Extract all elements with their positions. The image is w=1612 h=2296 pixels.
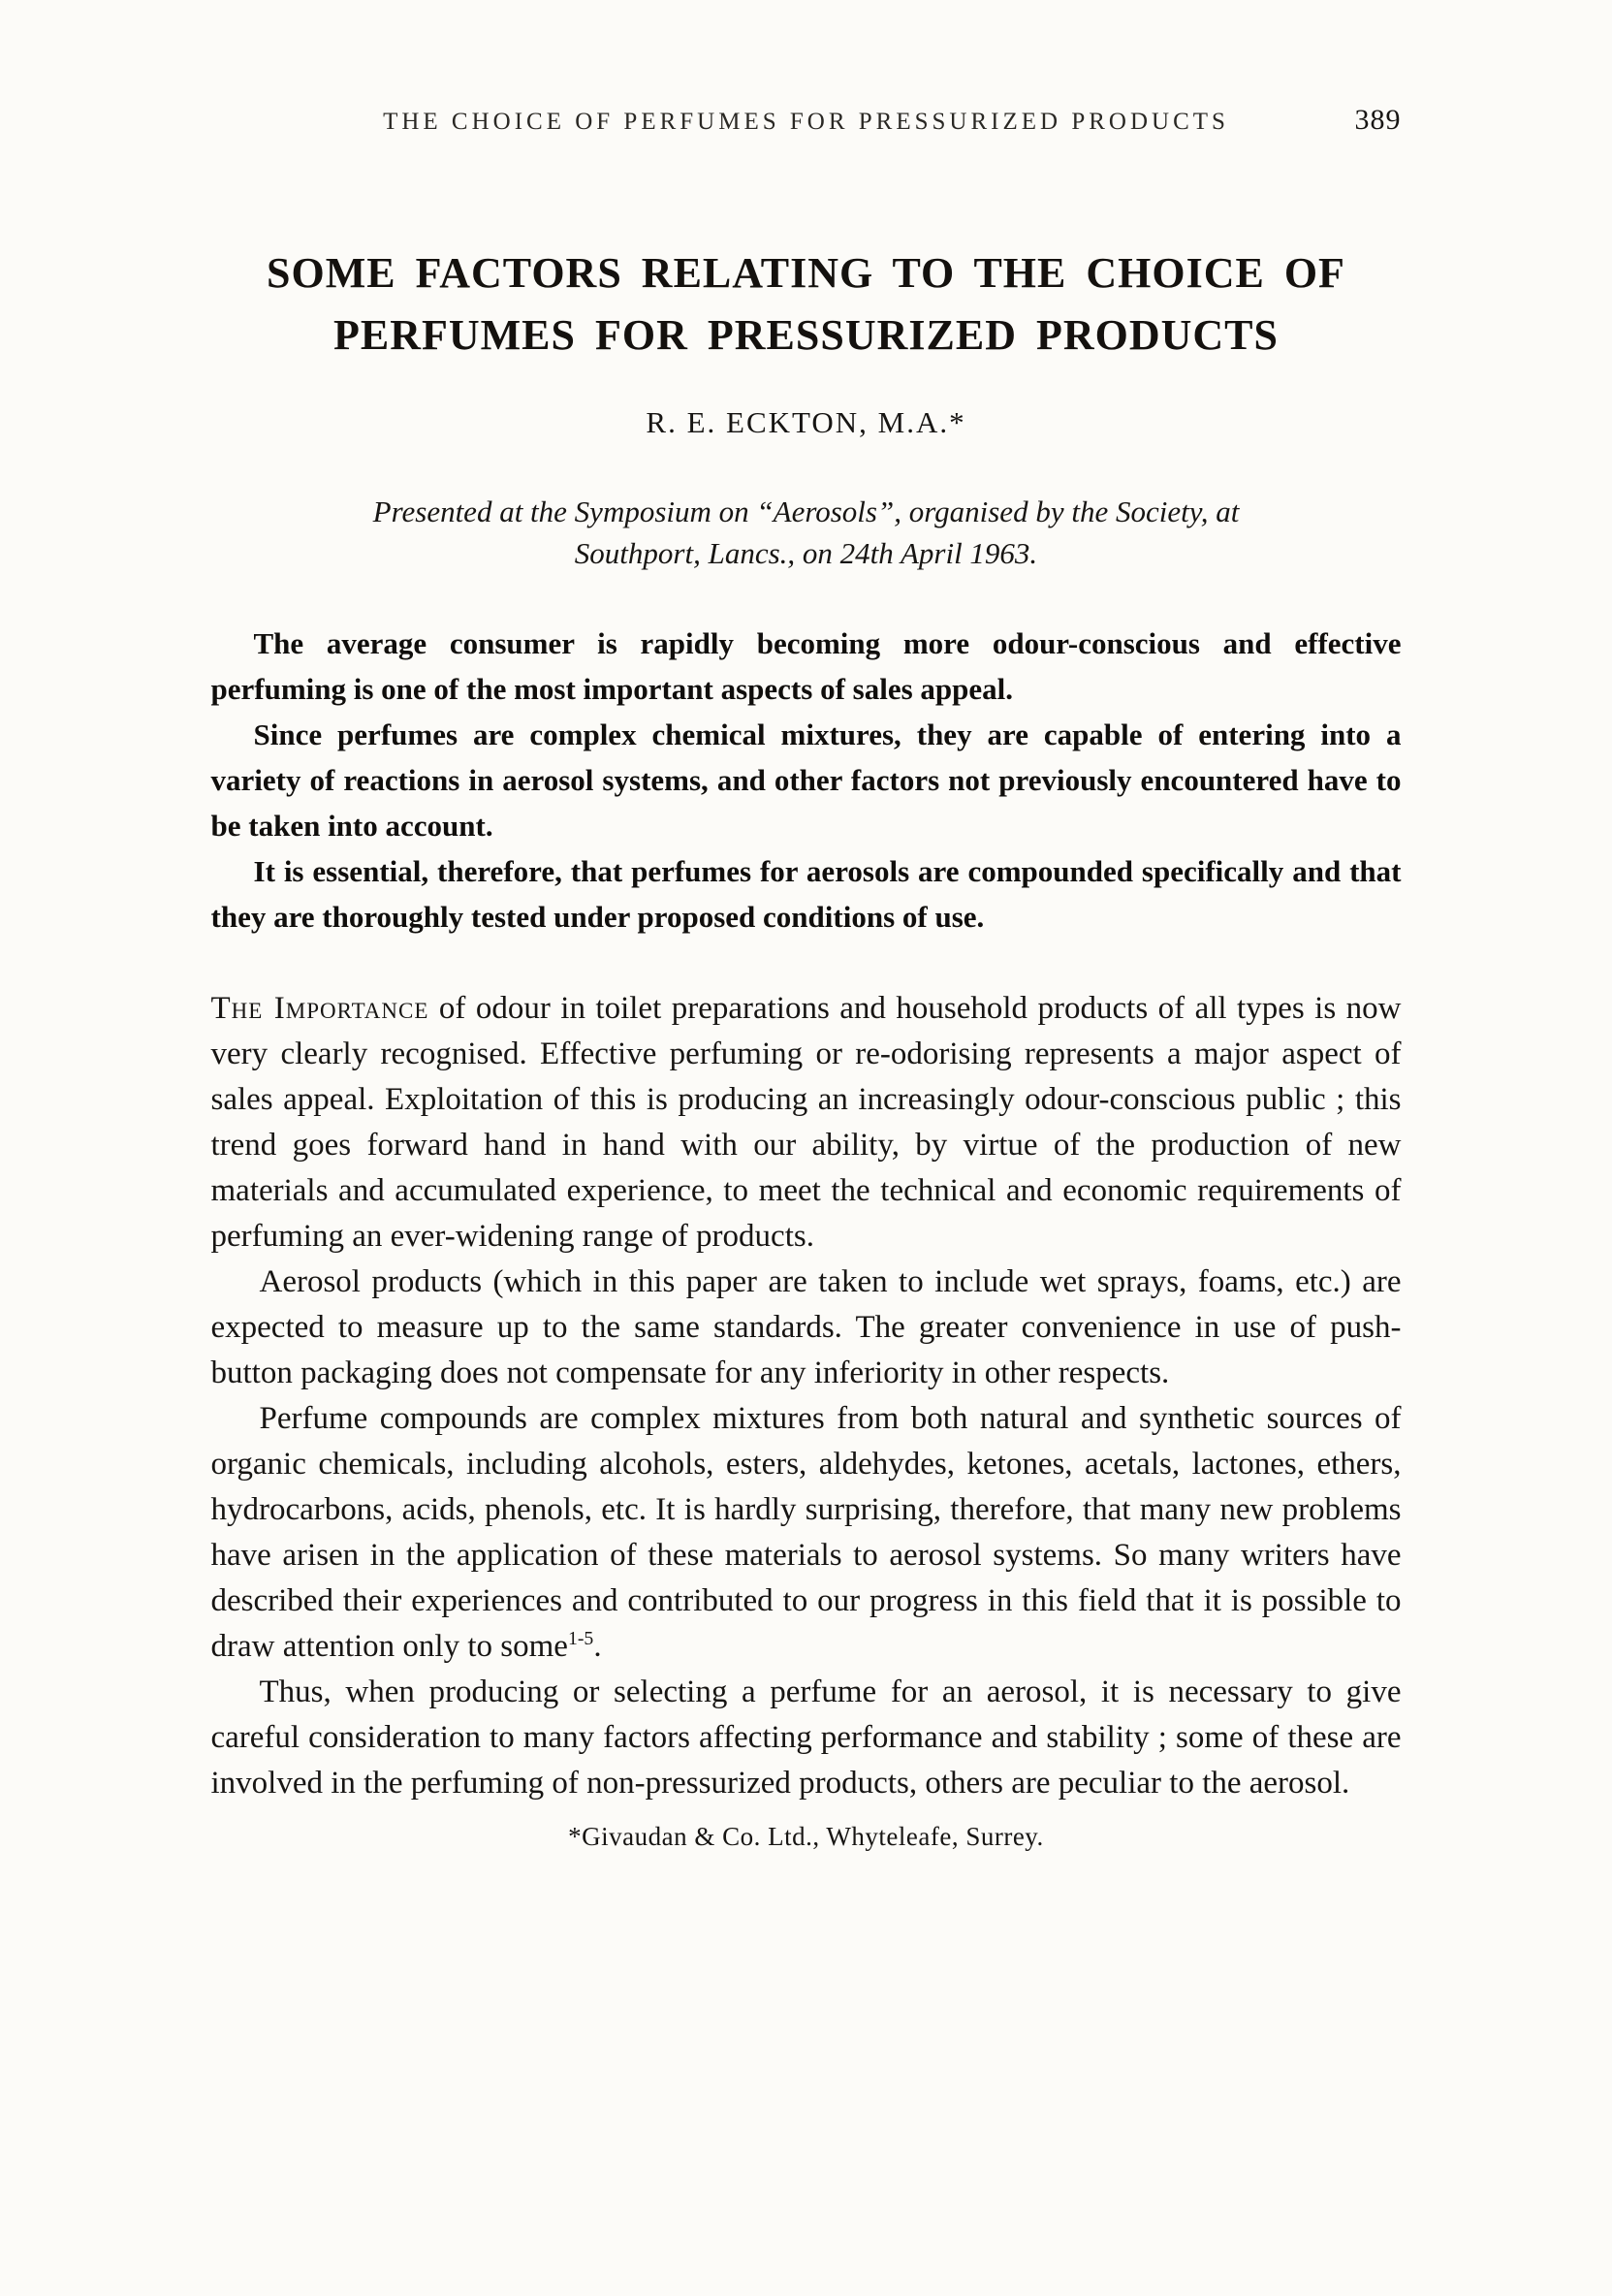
presentation-note: [211, 491, 1402, 574]
body-text-section: [211, 986, 1402, 1806]
abstract-paragraph: The average consumer is rapidly becoming more odour-conscious and effective perfuming is one of the most important aspects of sales appeal.: [210, 626, 1402, 706]
body-paragraph-text: Perfume compounds are complex mixtures from both natural and synthetic sources of organic chemicals, including alcohols, esters, aldehydes, ketones, acetals, lactones, ethers, hydrocarbons, acids, phenols, etc. It is hardly surprising, therefore, that many new problems have arisen in the application of these materials to aerosol systems. So many writers have described their experiences and contributed to our progress in this field that it is possible to draw attention only to some: [210, 1401, 1402, 1664]
citation-superscript: 1-5: [567, 1628, 594, 1649]
presentation-note-line1: Presented at the Symposium on “Aerosols”, organised by the Society, at: [372, 494, 1240, 528]
footnote: *Givaudan & Co. Ltd., Whyteleafe, Surrey.: [568, 1822, 1044, 1851]
body-paragraph: Aerosol products (which in this paper are taken to include wet sprays, foams, etc.) are expected to measure up to the same standards. The greater convenience in use of push-button packaging does not compensate for any inferiority in other respects.: [210, 1264, 1402, 1390]
article-title-line1: SOME FACTORS RELATING TO THE CHOICE OF: [267, 249, 1345, 297]
body-paragraph-text: of odour in toilet preparations and household products of all types is now very clearly recognised. Effective perfuming or re-odorising represents a major aspect of sales appeal. Exploitation of this is producing an increasingly odour-conscious public ; this trend goes forward hand in hand with our ability, by virtue of the production of new materials and accumulated experience, to meet the technical and economic requirements of perfuming an ever-widening range of products.: [210, 991, 1402, 1254]
body-paragraph: Thus, when producing or selecting a perfume for an aerosol, it is necessary to give careful consideration to many factors affecting performance and stability ; some of these are involved in the perfuming of non-pressurized products, others are peculiar to the aerosol.: [210, 1674, 1402, 1801]
abstract-paragraph: It is essential, therefore, that perfumes for aerosols are compounded specifically and that they are thoroughly tested under proposed conditions of use.: [210, 854, 1402, 934]
article-title: [211, 242, 1402, 367]
running-header-title: THE CHOICE OF PERFUMES FOR PRESSURIZED PRODUCTS: [383, 109, 1229, 135]
running-header: [211, 104, 1402, 136]
body-paragraph-text: .: [593, 1629, 602, 1664]
page-number: 389: [1354, 104, 1402, 136]
presentation-note-line2: Southport, Lancs., on 24th April 1963.: [574, 536, 1038, 570]
page-content: [211, 0, 1402, 1852]
author-byline: R. E. ECKTON, M.A.*: [646, 405, 966, 439]
body-paragraph: [211, 986, 1402, 1260]
lead-small-caps: The Importance: [210, 991, 429, 1026]
article-title-line2: PERFUMES FOR PRESSURIZED PRODUCTS: [333, 311, 1279, 359]
abstract-section: [211, 621, 1402, 940]
body-paragraph: [211, 1396, 1402, 1670]
abstract-paragraph: Since perfumes are complex chemical mixtures, they are capable of entering into a variety of reactions in aerosol systems, and other factors not previously encountered have to be taken into account.: [210, 718, 1402, 843]
